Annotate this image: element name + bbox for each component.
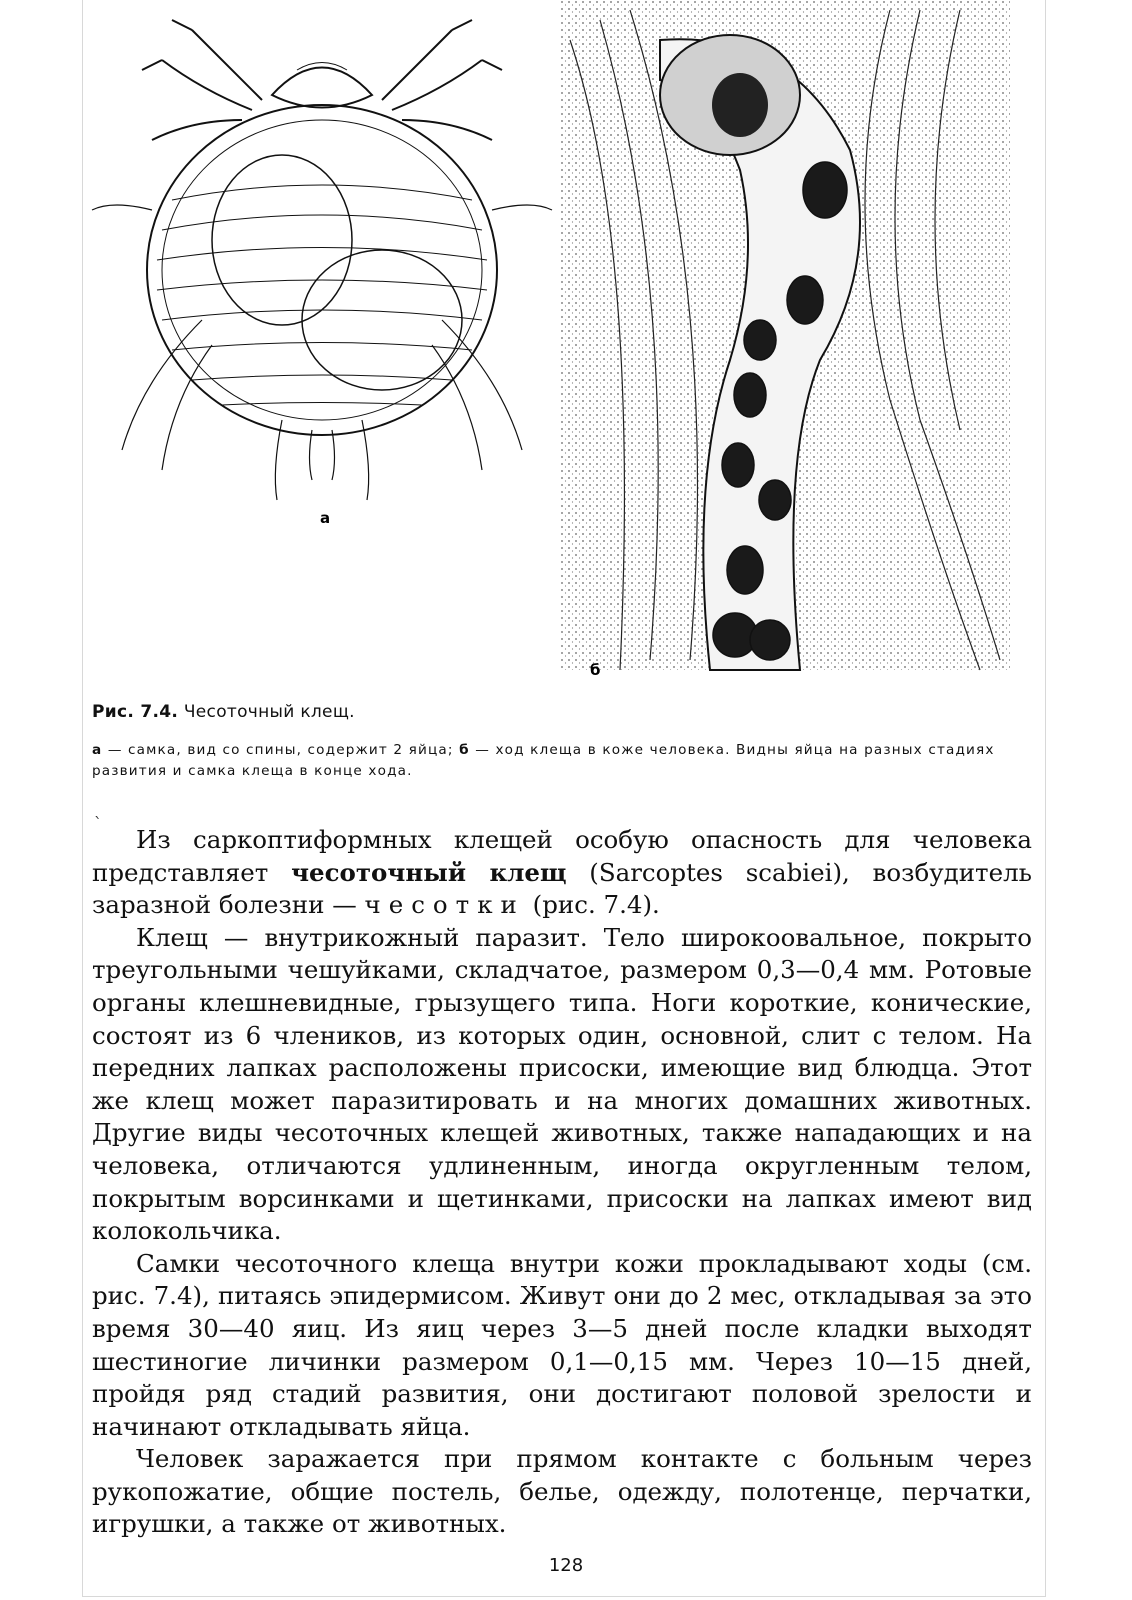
p1-text-c: (рис. 7.4). xyxy=(532,890,660,920)
scan-mark: ` xyxy=(94,814,102,833)
figure-caption xyxy=(92,740,1032,782)
paragraph-2: Клещ — внутрикожный паразит. Тело широкоовальное, покрыто треугольными чешуйками, складчатое, размером 0,3—0,4 мм. Ротовые органы клешневидные, грызущего типа. Ноги короткие, конические, состоят из 6 члеников, из которых один, основной, слит с телом. На передних лапках расположены присоски, имеющие вид блюдца. Этот же клещ может паразитировать и на многих домашних животных. Другие виды чесоточных клещей животных, также нападающих и на человека, отличаются удлиненным, иногда округленным телом, покрытым ворсинками и щетинками, присоски на лапках имеют вид колокольчика. xyxy=(92,922,1032,1246)
paragraph-3: Самки чесоточного клеща внутри кожи прокладывают ходы (см. рис. 7.4), питаясь эпидермисом. Живут они до 2 мес, откладывая за это время 30—40 яиц. Из яиц через 3—5 дней после кладки выходят шестиногие личинки размером 0,1—0,15 мм. Через 10—15 дней, пройдя ряд стадий развития, они достигают половой зрелости и начинают откладывать яйца. xyxy=(92,1248,1032,1441)
panel-label-b: б xyxy=(590,661,601,679)
p1-text-a: Из саркоптиформных клещей особую опасность для человека представляет xyxy=(92,825,1032,887)
mite-illustration xyxy=(82,0,562,540)
paragraph-4: Человек заражается при прямом контакте с больным через рукопожатие, общие постель, белье, одежду, полотенце, перчатки, игрушки, а также от животных. xyxy=(92,1444,1032,1539)
page-number: 128 xyxy=(548,1555,584,1576)
panel-label-a: а xyxy=(320,509,331,527)
body-text xyxy=(92,824,1032,1541)
burrow-illustration xyxy=(560,0,1030,690)
caption-text-b: — ход клеща в коже человека. Видны яйца на разных стадиях развития и самка клеща в конце хода. xyxy=(92,742,995,779)
caption-letter-b: б xyxy=(459,742,470,758)
paragraph-1 xyxy=(92,824,1032,922)
figure-number: Рис. 7.4. xyxy=(92,702,179,722)
caption-text-a: — самка, вид со спины, содержит 2 яйца; xyxy=(107,742,454,758)
p1-bold-term: чесоточный клещ xyxy=(291,857,567,887)
p1-spaced-term: чесотки xyxy=(364,890,525,920)
p1-text-b: (Sarcoptes scabiei), возбудитель заразной болезни — xyxy=(92,857,1032,920)
caption-letter-a: а xyxy=(92,742,103,758)
figure-caption-title xyxy=(92,702,1032,722)
figure-title: Чесоточный клещ. xyxy=(183,702,355,722)
